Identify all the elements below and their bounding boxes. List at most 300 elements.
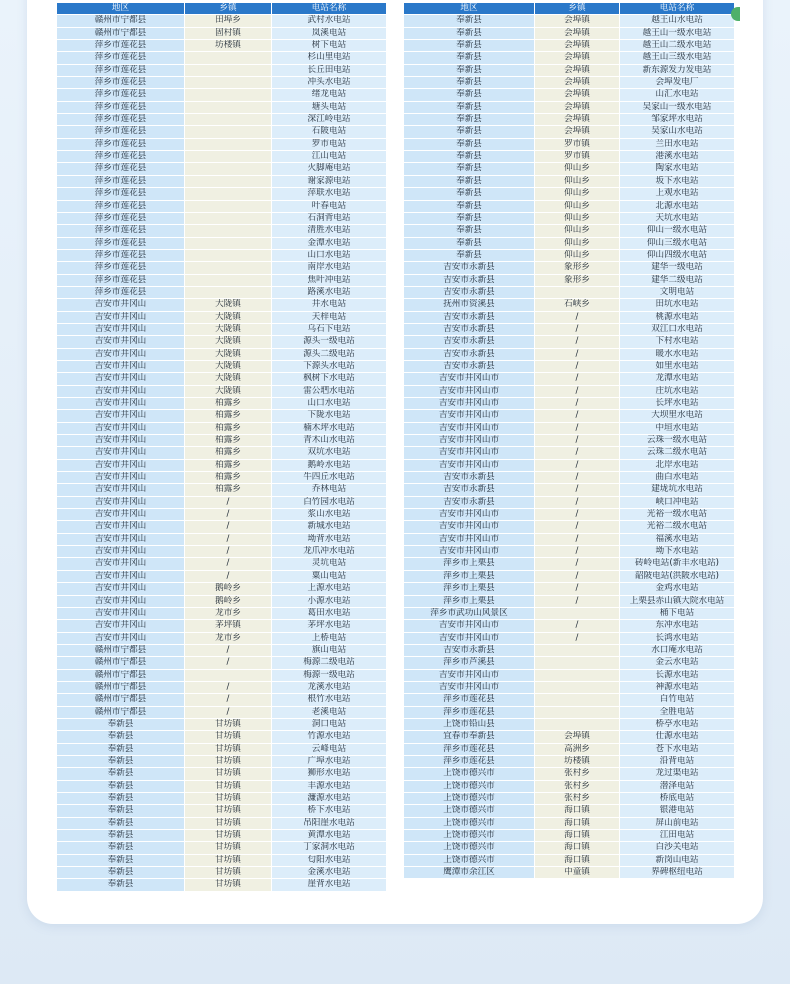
township-cell: 柏露乡	[185, 435, 272, 446]
township-cell	[185, 65, 272, 76]
township-cell: 柏露乡	[185, 460, 272, 471]
station-name-cell: 葛田水电站	[272, 608, 387, 619]
table-row	[57, 521, 387, 532]
township-cell	[185, 126, 272, 137]
station-name-cell: 叶春电站	[272, 201, 387, 212]
township-cell: 张村乡	[535, 768, 620, 779]
region-cell: 萍乡市莲花县	[57, 65, 185, 76]
station-name-cell: 长坪水电站	[620, 398, 735, 409]
township-cell: 会埠镇	[535, 89, 620, 100]
region-cell: 奉新县	[57, 855, 185, 866]
township-cell: /	[535, 620, 620, 631]
township-cell	[535, 670, 620, 681]
region-cell: 吉安市井冈山	[57, 608, 185, 619]
table-row	[404, 275, 735, 286]
table-row	[57, 756, 387, 767]
station-name-cell: 全胜电站	[620, 707, 735, 718]
township-cell: /	[535, 509, 620, 520]
station-name-cell: 上桥电站	[272, 633, 387, 644]
table-row	[57, 645, 387, 656]
township-cell: 甘坊镇	[185, 768, 272, 779]
station-name-cell: 濂源水电站	[272, 793, 387, 804]
township-cell	[185, 287, 272, 298]
table-row	[404, 558, 735, 569]
township-cell: 象形乡	[535, 275, 620, 286]
table-row	[57, 188, 387, 199]
station-name-cell: 楠木坪水电站	[272, 423, 387, 434]
table-row	[404, 151, 735, 162]
station-name-cell: 越王山二级水电站	[620, 40, 735, 51]
region-cell: 萍乡市芦溪县	[404, 657, 535, 668]
region-cell: 萍乡市莲花县	[404, 707, 535, 718]
table-row	[57, 201, 387, 212]
side-tab[interactable]	[731, 7, 740, 21]
township-cell	[535, 707, 620, 718]
table-row	[404, 768, 735, 779]
table-row	[404, 546, 735, 557]
region-cell: 吉安市井冈山市	[404, 410, 535, 421]
region-cell: 赣州市宁都县	[57, 682, 185, 693]
township-cell: /	[535, 410, 620, 421]
township-cell	[185, 238, 272, 249]
region-cell: 奉新县	[404, 15, 535, 26]
township-cell: 甘坊镇	[185, 867, 272, 878]
station-name-cell: 黄潭水电站	[272, 830, 387, 841]
region-cell: 萍乡市莲花县	[57, 287, 185, 298]
table-row	[404, 830, 735, 841]
station-name-cell: 杉山里电站	[272, 52, 387, 63]
region-cell: 奉新县	[404, 176, 535, 187]
header-station-name: 电站名称	[620, 3, 735, 14]
table-row	[57, 435, 387, 446]
table-row	[57, 65, 387, 76]
table-row	[57, 324, 387, 335]
township-cell: 仰山乡	[535, 201, 620, 212]
table-row	[404, 744, 735, 755]
region-cell: 奉新县	[57, 867, 185, 878]
region-cell: 吉安市永新县	[404, 262, 535, 273]
station-name-cell: 会埠发电厂	[620, 77, 735, 88]
region-cell: 赣州市宁都县	[57, 694, 185, 705]
region-cell: 奉新县	[404, 28, 535, 39]
township-cell: 坊楼镇	[535, 756, 620, 767]
table-row	[57, 670, 387, 681]
station-name-cell: 小源水电站	[272, 596, 387, 607]
right-station-table	[404, 2, 735, 879]
region-cell: 奉新县	[57, 731, 185, 742]
table-row	[57, 633, 387, 644]
region-cell: 萍乡市莲花县	[57, 114, 185, 125]
table-row	[404, 410, 735, 421]
township-cell: 甘坊镇	[185, 855, 272, 866]
table-row	[57, 855, 387, 866]
table-row	[57, 460, 387, 471]
table-row	[57, 620, 387, 631]
table-row	[404, 670, 735, 681]
region-cell: 奉新县	[404, 213, 535, 224]
table-row	[57, 312, 387, 323]
region-cell: 吉安市井冈山	[57, 509, 185, 520]
station-name-cell: 峡口冲电站	[620, 497, 735, 508]
station-name-cell: 桃源水电站	[620, 312, 735, 323]
station-name-cell: 焦叶冲电站	[272, 275, 387, 286]
region-cell: 吉安市井冈山	[57, 447, 185, 458]
region-cell: 吉安市井冈山市	[404, 670, 535, 681]
station-name-cell: 桥底电站	[620, 793, 735, 804]
table-row	[57, 608, 387, 619]
township-cell: /	[185, 694, 272, 705]
township-cell: 海口镇	[535, 818, 620, 829]
station-name-cell: 下源头水电站	[272, 361, 387, 372]
station-name-cell: 吴家山水电站	[620, 126, 735, 137]
station-name-cell: 田坑水电站	[620, 299, 735, 310]
table-row	[57, 287, 387, 298]
table-row	[57, 349, 387, 360]
table-row	[404, 497, 735, 508]
township-cell: 龙市乡	[185, 633, 272, 644]
station-name-cell: 浆山水电站	[272, 509, 387, 520]
table-row	[404, 349, 735, 360]
table-row	[404, 373, 735, 384]
station-name-cell: 港溪水电站	[620, 151, 735, 162]
township-cell: 张村乡	[535, 781, 620, 792]
township-cell: 大陇镇	[185, 349, 272, 360]
region-cell: 萍乡市莲花县	[404, 694, 535, 705]
township-cell: 鹅岭乡	[185, 583, 272, 594]
region-cell: 吉安市井冈山市	[404, 423, 535, 434]
table-row	[404, 596, 735, 607]
region-cell: 吉安市永新县	[404, 324, 535, 335]
region-cell: 宜春市奉新县	[404, 731, 535, 742]
station-name-cell: 光裕一级水电站	[620, 509, 735, 520]
station-name-cell: 建华一级电站	[620, 262, 735, 273]
region-cell: 吉安市永新县	[404, 275, 535, 286]
station-name-cell: 白沙关电站	[620, 842, 735, 853]
station-name-cell: 竹源水电站	[272, 731, 387, 742]
table-row	[57, 731, 387, 742]
region-cell: 吉安市井冈山	[57, 398, 185, 409]
station-name-cell: 老溪电站	[272, 707, 387, 718]
station-name-cell: 越王山水电站	[620, 15, 735, 26]
table-row	[404, 102, 735, 113]
table-row	[57, 176, 387, 187]
station-name-cell: 金鸡水电站	[620, 583, 735, 594]
region-cell: 奉新县	[57, 781, 185, 792]
township-cell: 甘坊镇	[185, 781, 272, 792]
station-name-cell: 丰源水电站	[272, 781, 387, 792]
station-name-cell: 大坝里水电站	[620, 410, 735, 421]
table-row	[404, 583, 735, 594]
table-row	[57, 571, 387, 582]
station-name-cell: 仰山四级水电站	[620, 250, 735, 261]
station-name-cell: 庄坑水电站	[620, 386, 735, 397]
station-name-cell: 牛四丘水电站	[272, 472, 387, 483]
table-row	[404, 509, 735, 520]
region-cell: 奉新县	[404, 139, 535, 150]
township-cell: 大陇镇	[185, 324, 272, 335]
table-row	[404, 484, 735, 495]
region-cell: 萍乡市莲花县	[57, 89, 185, 100]
table-row	[404, 608, 735, 619]
township-cell: 鹅岭乡	[185, 596, 272, 607]
table-row	[57, 114, 387, 125]
township-cell: 甘坊镇	[185, 818, 272, 829]
table-row	[404, 299, 735, 310]
region-cell: 吉安市井冈山	[57, 460, 185, 471]
station-name-cell: 吴家山一级水电站	[620, 102, 735, 113]
header-row	[57, 3, 387, 14]
region-cell: 上饶市德兴市	[404, 768, 535, 779]
township-cell: /	[535, 583, 620, 594]
region-cell: 吉安市井冈山	[57, 336, 185, 347]
township-cell: 罗市镇	[535, 151, 620, 162]
station-name-cell: 长源水电站	[620, 670, 735, 681]
township-cell: /	[185, 657, 272, 668]
region-cell: 奉新县	[404, 225, 535, 236]
table-row	[57, 225, 387, 236]
station-name-cell: 北源水电站	[620, 201, 735, 212]
township-cell: /	[535, 349, 620, 360]
township-cell: 柏露乡	[185, 447, 272, 458]
station-name-cell: 坳下水电站	[620, 546, 735, 557]
region-cell: 奉新县	[404, 250, 535, 261]
station-name-cell: 乔林电站	[272, 484, 387, 495]
table-row	[57, 275, 387, 286]
table-row	[404, 201, 735, 212]
station-name-cell: 界碑枢纽电站	[620, 867, 735, 878]
station-name-cell: 谢家源电站	[272, 176, 387, 187]
region-cell: 吉安市永新县	[404, 472, 535, 483]
station-name-cell: 白竹电站	[620, 694, 735, 705]
township-cell: /	[535, 534, 620, 545]
region-cell: 萍乡市莲花县	[57, 139, 185, 150]
region-cell: 吉安市永新县	[404, 312, 535, 323]
township-cell	[535, 287, 620, 298]
township-cell: /	[185, 546, 272, 557]
table-row	[404, 89, 735, 100]
region-cell: 萍乡市上栗县	[404, 571, 535, 582]
township-cell: 仰山乡	[535, 176, 620, 187]
station-name-cell: 仰山一级水电站	[620, 225, 735, 236]
region-cell: 吉安市井冈山市	[404, 620, 535, 631]
township-cell	[185, 163, 272, 174]
station-name-cell: 龙过渠电站	[620, 768, 735, 779]
region-cell: 吉安市井冈山市	[404, 435, 535, 446]
table-row	[404, 657, 735, 668]
table-row	[57, 497, 387, 508]
region-cell: 吉安市井冈山	[57, 484, 185, 495]
table-row	[57, 682, 387, 693]
station-name-cell: 如里水电站	[620, 361, 735, 372]
table-row	[404, 842, 735, 853]
station-name-cell: 源头二级电站	[272, 349, 387, 360]
region-cell: 萍乡市武功山风景区	[404, 608, 535, 619]
township-cell: 海口镇	[535, 855, 620, 866]
station-name-cell: 砖岭电站(新丰水电站)	[620, 558, 735, 569]
station-name-cell: 罗市电站	[272, 139, 387, 150]
station-name-cell: 陶家水电站	[620, 163, 735, 174]
township-cell	[535, 682, 620, 693]
station-name-cell: 建华二级电站	[620, 275, 735, 286]
township-cell: 会埠镇	[535, 40, 620, 51]
table-row	[57, 781, 387, 792]
region-cell: 上饶市德兴市	[404, 855, 535, 866]
region-cell: 奉新县	[57, 879, 185, 890]
station-name-cell: 金云水电站	[620, 657, 735, 668]
header-township: 乡镇	[185, 3, 272, 14]
township-cell: /	[185, 707, 272, 718]
region-cell: 吉安市井冈山市	[404, 373, 535, 384]
township-cell: /	[535, 546, 620, 557]
region-cell: 吉安市井冈山	[57, 620, 185, 631]
region-cell: 奉新县	[404, 65, 535, 76]
township-cell: 会埠镇	[535, 28, 620, 39]
region-cell: 吉安市井冈山	[57, 633, 185, 644]
region-cell: 吉安市井冈山	[57, 571, 185, 582]
station-name-cell: 潜泽电站	[620, 781, 735, 792]
region-cell: 吉安市井冈山	[57, 373, 185, 384]
table-row	[57, 657, 387, 668]
station-name-cell: 青木山水电站	[272, 435, 387, 446]
table-row	[404, 287, 735, 298]
township-cell: /	[535, 423, 620, 434]
table-row	[57, 52, 387, 63]
region-cell: 吉安市井冈山市	[404, 447, 535, 458]
township-cell	[535, 645, 620, 656]
township-cell: 柏露乡	[185, 484, 272, 495]
station-name-cell: 石洞背电站	[272, 213, 387, 224]
table-row	[404, 707, 735, 718]
township-cell: /	[185, 571, 272, 582]
region-cell: 赣州市宁都县	[57, 28, 185, 39]
region-cell: 奉新县	[404, 102, 535, 113]
station-name-cell: 井水电站	[272, 299, 387, 310]
table-row	[404, 52, 735, 63]
township-cell: 甘坊镇	[185, 842, 272, 853]
header-station-name: 电站名称	[272, 3, 387, 14]
region-cell: 萍乡市莲花县	[57, 176, 185, 187]
region-cell: 萍乡市莲花县	[57, 188, 185, 199]
table-row	[404, 818, 735, 829]
table-row	[57, 163, 387, 174]
table-row	[57, 867, 387, 878]
table-row	[57, 694, 387, 705]
region-cell: 吉安市井冈山	[57, 423, 185, 434]
region-cell: 吉安市井冈山	[57, 546, 185, 557]
station-name-cell: 梅源二级电站	[272, 657, 387, 668]
station-name-cell: 双江口水电站	[620, 324, 735, 335]
region-cell: 奉新县	[404, 151, 535, 162]
table-row	[57, 102, 387, 113]
township-cell: /	[535, 460, 620, 471]
region-cell: 萍乡市莲花县	[57, 225, 185, 236]
station-name-cell: 坂下水电站	[620, 176, 735, 187]
region-cell: 赣州市宁都县	[57, 645, 185, 656]
station-name-cell: 冲头水电站	[272, 77, 387, 88]
region-cell: 吉安市永新县	[404, 336, 535, 347]
region-cell: 吉安市井冈山市	[404, 521, 535, 532]
township-cell	[185, 670, 272, 681]
township-cell: 会埠镇	[535, 77, 620, 88]
station-name-cell: 中垣水电站	[620, 423, 735, 434]
station-name-cell: 山汇水电站	[620, 89, 735, 100]
station-name-cell: 仰山三级水电站	[620, 238, 735, 249]
township-cell	[535, 608, 620, 619]
region-cell: 吉安市井冈山	[57, 558, 185, 569]
region-cell: 上饶市德兴市	[404, 805, 535, 816]
township-cell: /	[535, 571, 620, 582]
township-cell: 柏露乡	[185, 410, 272, 421]
township-cell: /	[185, 509, 272, 520]
region-cell: 萍乡市莲花县	[57, 213, 185, 224]
region-cell: 萍乡市莲花县	[57, 201, 185, 212]
station-name-cell: 上源水电站	[272, 583, 387, 594]
station-name-cell: 深江岭电站	[272, 114, 387, 125]
township-cell: 大陇镇	[185, 361, 272, 372]
station-name-cell: 灵坑电站	[272, 558, 387, 569]
station-name-cell: 树下电站	[272, 40, 387, 51]
station-name-cell: 福溪水电站	[620, 534, 735, 545]
station-name-cell: 龙溪水电站	[272, 682, 387, 693]
station-name-cell: 新城水电站	[272, 521, 387, 532]
region-cell: 萍乡市上栗县	[404, 583, 535, 594]
region-cell: 奉新县	[57, 793, 185, 804]
station-name-cell: 萍联水电站	[272, 188, 387, 199]
region-cell: 吉安市井冈山	[57, 349, 185, 360]
station-name-cell: 岚溪电站	[272, 28, 387, 39]
station-name-cell: 上栗县赤山镇大院水电站	[620, 596, 735, 607]
table-row	[404, 361, 735, 372]
township-cell: 仰山乡	[535, 213, 620, 224]
table-row	[404, 781, 735, 792]
township-cell: /	[535, 324, 620, 335]
township-cell: 会埠镇	[535, 15, 620, 26]
table-row	[404, 163, 735, 174]
township-cell	[185, 52, 272, 63]
station-name-cell: 天梓电站	[272, 312, 387, 323]
region-cell: 吉安市永新县	[404, 349, 535, 360]
township-cell	[185, 250, 272, 261]
township-cell	[185, 213, 272, 224]
station-name-cell: 金潭水电站	[272, 238, 387, 249]
station-name-cell: 韶陂电站(洪陂水电站)	[620, 571, 735, 582]
township-cell: 会埠镇	[535, 102, 620, 113]
region-cell: 吉安市井冈山市	[404, 386, 535, 397]
township-cell: 仰山乡	[535, 225, 620, 236]
region-cell: 奉新县	[57, 768, 185, 779]
table-row	[404, 213, 735, 224]
township-cell: 象形乡	[535, 262, 620, 273]
table-row	[57, 40, 387, 51]
township-cell: 龙市乡	[185, 608, 272, 619]
station-name-cell: 下陇水电站	[272, 410, 387, 421]
region-cell: 奉新县	[57, 830, 185, 841]
station-name-cell: 暖水水电站	[620, 349, 735, 360]
region-cell: 奉新县	[404, 201, 535, 212]
station-name-cell: 白竹园水电站	[272, 497, 387, 508]
region-cell: 吉安市井冈山市	[404, 509, 535, 520]
table-row	[57, 830, 387, 841]
table-row	[404, 805, 735, 816]
table-row	[57, 361, 387, 372]
township-cell: 仰山乡	[535, 163, 620, 174]
region-cell: 萍乡市莲花县	[57, 151, 185, 162]
table-row	[57, 546, 387, 557]
region-cell: 吉安市永新县	[404, 645, 535, 656]
station-name-cell: 鹅岭水电站	[272, 460, 387, 471]
township-cell: 海口镇	[535, 830, 620, 841]
table-row	[57, 299, 387, 310]
